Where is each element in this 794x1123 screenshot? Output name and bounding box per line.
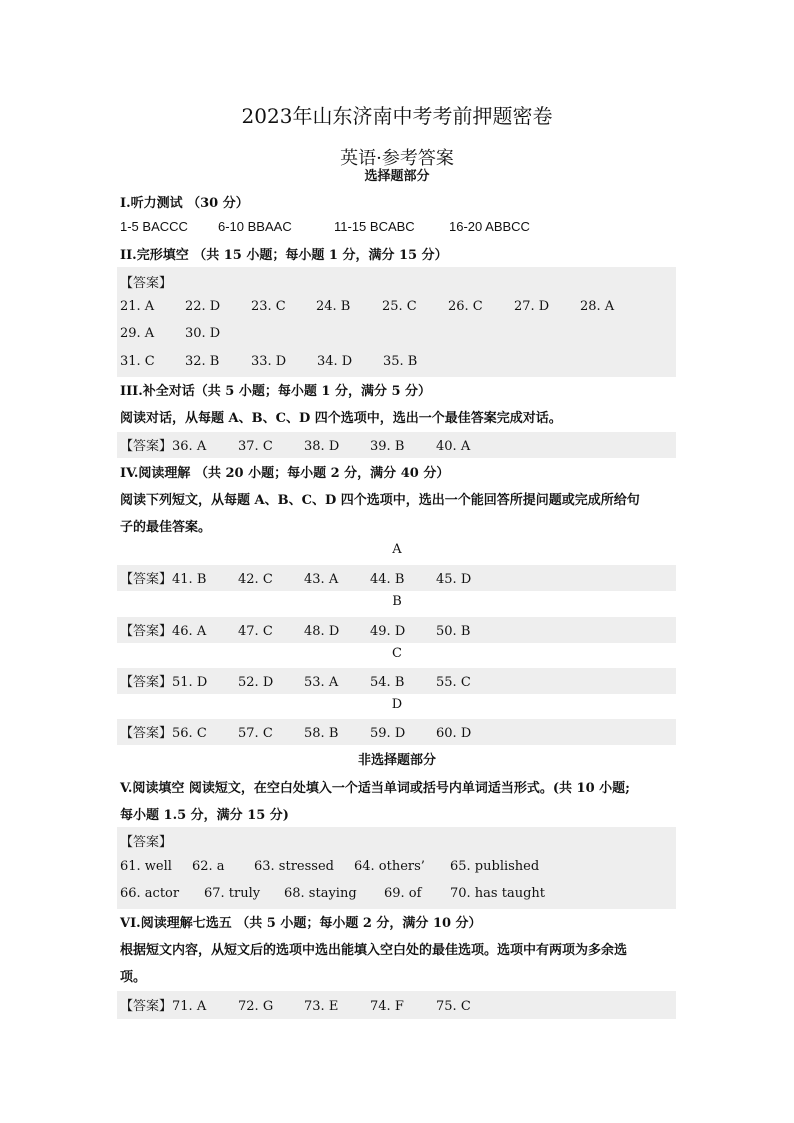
passage-label-b: B xyxy=(392,594,402,609)
answer-item: 52. D xyxy=(238,675,274,690)
answer-label: 【答案】 xyxy=(120,624,173,639)
answer-item: 49. D xyxy=(370,624,406,639)
section-5-row-1 xyxy=(120,859,676,874)
section-1-answers xyxy=(120,219,676,234)
answer-item: 71. A xyxy=(172,999,207,1014)
answer-label: 【答案】 xyxy=(120,835,173,850)
answer-item: 25. C xyxy=(382,299,417,314)
section-2-row-2 xyxy=(120,326,676,341)
passage-c-answers xyxy=(120,671,676,690)
section-5-row-2 xyxy=(120,886,676,901)
passage-b-answers xyxy=(120,620,676,639)
section-3-instruction: 阅读对话，从每题 A、B、C、D 四个选项中，选出一个最佳答案完成对话。 xyxy=(120,411,562,426)
answer-label: 【答案】 xyxy=(120,276,173,291)
answer-group: 16-20 ABBCC xyxy=(449,219,530,234)
answer-item: 26. C xyxy=(448,299,483,314)
answer-item: 32. B xyxy=(185,354,220,369)
section-2-row-1 xyxy=(120,299,676,314)
answer-item: 72. G xyxy=(238,999,274,1014)
answer-item: 31. C xyxy=(120,354,155,369)
section-6-instruction-line-1: 根据短文内容，从短文后的选项中选出能填入空白处的最佳选项。选项中有两项为多余选 xyxy=(120,943,628,958)
section-group-choice: 选择题部分 xyxy=(364,169,430,184)
passage-label-a: A xyxy=(392,542,402,557)
answer-group: 1-5 BACCC xyxy=(120,219,188,234)
answer-item: 33. D xyxy=(251,354,287,369)
answer-item: 23. C xyxy=(251,299,286,314)
answer-item: 24. B xyxy=(316,299,351,314)
answer-item: 64. others’ xyxy=(354,859,425,874)
answer-item: 70. has taught xyxy=(450,886,545,901)
answer-item: 55. C xyxy=(436,675,471,690)
answer-item: 65. published xyxy=(450,859,540,874)
passage-a-answers xyxy=(120,568,676,587)
answer-item: 41. B xyxy=(172,572,207,587)
answer-item: 47. C xyxy=(238,624,273,639)
answer-group: 6-10 BBAAC xyxy=(218,219,292,234)
answer-item: 35. B xyxy=(383,354,418,369)
answer-item: 62. a xyxy=(192,859,225,874)
section-2-heading: II.完形填空 （共 15 小题；每小题 1 分，满分 15 分） xyxy=(120,248,448,263)
answer-label: 【答案】 xyxy=(120,675,173,690)
answer-item: 67. truly xyxy=(204,886,261,901)
section-5-heading-line-1: V.阅读填空 阅读短文，在空白处填入一个适当单词或括号内单词适当形式。(共 10 小题; xyxy=(120,781,630,796)
answer-item: 69. of xyxy=(384,886,422,901)
passage-label-c: C xyxy=(392,646,402,661)
answer-item: 54. B xyxy=(370,675,405,690)
answer-item: 30. D xyxy=(185,326,221,341)
section-6-answers xyxy=(120,995,676,1014)
section-6-instruction-line-2: 项。 xyxy=(120,970,147,985)
answer-item: 58. B xyxy=(304,726,339,741)
answer-item: 44. B xyxy=(370,572,405,587)
answer-label: 【答案】 xyxy=(120,439,173,454)
answer-item: 75. C xyxy=(436,999,471,1014)
answer-item: 40. A xyxy=(436,439,471,454)
section-4-instruction-line-1: 阅读下列短文，从每题 A、B、C、D 四个选项中，选出一个能回答所提问题或完成所给句 xyxy=(120,493,640,508)
section-6-heading: VI.阅读理解七选五 （共 5 小题；每小题 2 分，满分 10 分） xyxy=(120,916,482,931)
answer-item: 51. D xyxy=(172,675,208,690)
section-group-non-choice: 非选择题部分 xyxy=(357,753,436,768)
answer-item: 53. A xyxy=(304,675,339,690)
section-3-heading: III.补全对话（共 5 小题；每小题 1 分，满分 5 分） xyxy=(120,384,432,399)
page-subtitle: 英语·参考答案 xyxy=(340,148,454,169)
answer-label: 【答案】 xyxy=(120,999,173,1014)
answer-item: 22. D xyxy=(185,299,221,314)
answer-item: 61. well xyxy=(120,859,172,874)
answer-item: 50. B xyxy=(436,624,471,639)
page-title: 2023年山东济南中考考前押题密卷 xyxy=(241,104,553,128)
answer-item: 56. C xyxy=(172,726,207,741)
answer-item: 46. A xyxy=(172,624,207,639)
answer-item: 60. D xyxy=(436,726,472,741)
section-1-heading: I.听力测试 （30 分） xyxy=(120,196,249,211)
answer-item: 57. C xyxy=(238,726,273,741)
section-4-heading: IV.阅读理解 （共 20 小题；每小题 2 分，满分 40 分） xyxy=(120,466,450,481)
answer-item: 38. D xyxy=(304,439,340,454)
answer-item: 37. C xyxy=(238,439,273,454)
answer-item: 39. B xyxy=(370,439,405,454)
answer-item: 27. D xyxy=(514,299,550,314)
answer-item: 43. A xyxy=(304,572,339,587)
section-3-answers xyxy=(120,435,676,454)
answer-item: 28. A xyxy=(580,299,615,314)
section-4-instruction-line-2: 子的最佳答案。 xyxy=(120,520,212,535)
answer-item: 63. stressed xyxy=(254,859,334,874)
answer-item: 74. F xyxy=(370,999,404,1014)
section-5-heading-line-2: 每小题 1.5 分，满分 15 分) xyxy=(120,808,289,823)
passage-d-answers xyxy=(120,722,676,741)
answer-item: 29. A xyxy=(120,326,155,341)
answer-item: 45. D xyxy=(436,572,472,587)
passage-label-d: D xyxy=(391,697,403,712)
answer-item: 36. A xyxy=(172,439,207,454)
answer-item: 48. D xyxy=(304,624,340,639)
answer-label: 【答案】 xyxy=(120,726,173,741)
answer-item: 21. A xyxy=(120,299,155,314)
answer-group: 11-15 BCABC xyxy=(334,219,415,234)
section-2-row-3 xyxy=(120,354,676,369)
answer-item: 59. D xyxy=(370,726,406,741)
answer-item: 73. E xyxy=(304,999,339,1014)
answer-item: 66. actor xyxy=(120,886,180,901)
answer-item: 34. D xyxy=(317,354,353,369)
answer-item: 68. staying xyxy=(284,886,357,901)
answer-label: 【答案】 xyxy=(120,572,173,587)
answer-item: 42. C xyxy=(238,572,273,587)
